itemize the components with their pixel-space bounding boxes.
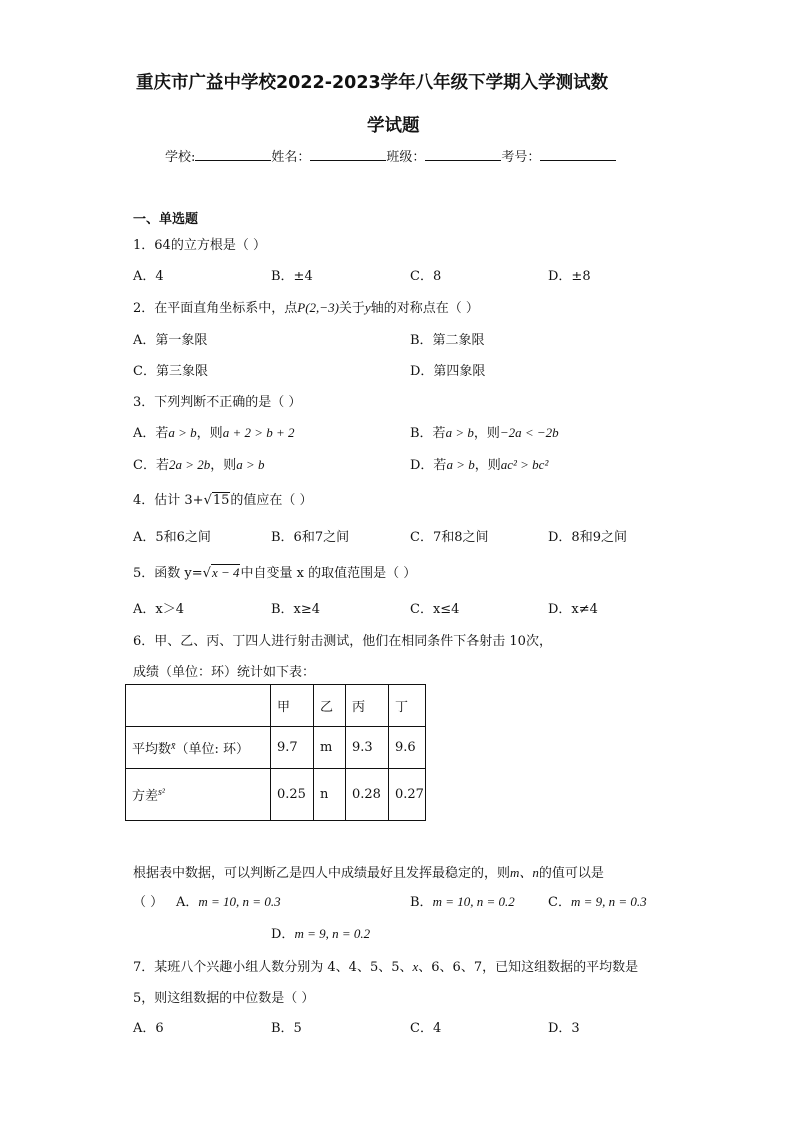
q2-option-c: C．第三象限 [133, 364, 208, 379]
sqrt-symbol: √x − 4 [202, 565, 240, 581]
q2-stem-mid: 关于 [338, 301, 365, 316]
school-label: 学校: [165, 150, 196, 165]
q6-option-c [548, 891, 647, 910]
q3-d-result: ac² > bc² [500, 457, 549, 472]
variance-symbol: s² [158, 787, 165, 798]
q5-stem-suffix: 中自变量 x 的取值范围是（ ） [240, 566, 417, 581]
q2-option-b: B．第二象限 [410, 333, 485, 348]
page-title-line1: 重庆市广益中学校2022-2023学年八年级下学期入学测试数 [136, 73, 609, 93]
q3-a-then: ，则 [196, 426, 223, 441]
q1-option-d: D．±8 [548, 269, 591, 284]
q4-option-a: A．5和6之间 [133, 530, 211, 545]
q5-option-d: D．x≠4 [548, 602, 598, 617]
name-blank [310, 148, 386, 161]
student-info-row [165, 146, 616, 165]
q3-option-b [410, 422, 559, 441]
q6-d-expr: m = 9, n = 0.2 [294, 926, 371, 941]
q4-option-c: C．7和8之间 [410, 530, 489, 545]
q4-stem-prefix: 4．估计 3+ [133, 493, 204, 508]
table-header-row [126, 685, 426, 727]
table-cell: 0.28 [346, 769, 389, 821]
q3-c-result: a > b [236, 457, 265, 472]
table-header-cell [126, 685, 271, 727]
table-row [126, 769, 426, 821]
q4-radicand: 15 [212, 493, 230, 508]
score-table [125, 684, 426, 821]
q5-option-b: B．x≥4 [271, 602, 321, 617]
q6-stem-line1: 6．甲、乙、丙、丁四人进行射击测试，他们在相同条件下各射击 10次， [133, 634, 552, 649]
q7-option-d: D．3 [548, 1021, 580, 1036]
q4-option-b: B．6和7之间 [271, 530, 350, 545]
q7-stem-line1 [133, 956, 638, 975]
q4-stem-suffix: 的值应在（ ） [230, 493, 313, 508]
q2-stem-suffix: 轴的对称点在（ ） [370, 301, 479, 316]
q3-option-d [410, 454, 548, 473]
q2-point: P(2,−3) [297, 300, 339, 315]
q7-option-b: B．5 [271, 1021, 302, 1036]
q3-c-condition: 2a > 2b [168, 457, 211, 472]
q6-c-label: C． [548, 895, 571, 910]
q4-option-d: D．8和9之间 [548, 530, 627, 545]
q3-b-then: ，则 [473, 426, 500, 441]
name-label: 姓名： [271, 150, 311, 165]
q3-option-a [133, 422, 295, 441]
q6-option-a [176, 891, 281, 910]
exam-number-blank [540, 148, 616, 161]
mean-symbol: x̄ [171, 741, 176, 752]
q3-d-then: ，则 [474, 458, 501, 473]
q2-axis: y [364, 300, 371, 315]
q3-option-c [133, 454, 265, 473]
q7-stem-prefix: 7．某班八个兴趣小组人数分别为 4、4、5、5、 [133, 960, 413, 975]
table-header-cell: 丙 [346, 685, 389, 727]
table-cell: 0.27 [389, 769, 426, 821]
q6-after-vars: m、n [510, 865, 539, 880]
q3-c-label: C．若 [133, 458, 169, 473]
class-label: 班级： [386, 150, 426, 165]
exam-number-label: 考号： [501, 150, 541, 165]
q6-stem-line2: 成绩（单位：环）统计如下表： [133, 665, 316, 680]
q3-c-then: ，则 [210, 458, 237, 473]
q6-option-b [410, 891, 515, 910]
q6-b-expr: m = 10, n = 0.2 [432, 894, 515, 909]
table-cell: 9.3 [346, 727, 389, 769]
sqrt-symbol: √15 [203, 493, 230, 508]
q5-option-c: C．x≤4 [410, 602, 460, 617]
q5-stem [133, 562, 416, 581]
q2-stem [133, 297, 479, 316]
q7-option-c: C．4 [410, 1021, 442, 1036]
q6-a-label: A． [176, 895, 199, 910]
table-cell: 9.6 [389, 727, 426, 769]
q3-a-condition: a > b [168, 425, 197, 440]
table-row [126, 727, 426, 769]
row-label-unit: （单位: 环） [175, 742, 249, 757]
table-row-label [126, 727, 271, 769]
q6-after-suffix: 的值可以是 [538, 866, 604, 881]
q1-option-c: C．8 [410, 269, 442, 284]
q2-option-d: D．第四象限 [410, 364, 486, 379]
q1-option-b: B．±4 [271, 269, 313, 284]
page-title-line2: 学试题 [367, 116, 420, 136]
q3-a-label: A．若 [133, 426, 169, 441]
q5-stem-prefix: 5．函数 y= [133, 566, 203, 581]
q4-stem [133, 489, 313, 508]
table-row-label [126, 769, 271, 821]
table-cell: m [314, 727, 346, 769]
school-blank [195, 148, 271, 161]
q6-b-label: B． [410, 895, 433, 910]
row-label-text: 方差 [132, 789, 159, 804]
class-blank [425, 148, 501, 161]
q7-option-a: A．6 [133, 1021, 164, 1036]
q6-a-expr: m = 10, n = 0.3 [198, 894, 281, 909]
q6-d-label: D． [271, 927, 295, 942]
q3-d-label: D．若 [410, 458, 447, 473]
q1-stem: 1．64的立方根是（ ） [133, 238, 266, 253]
q5-radicand: x − 4 [211, 565, 240, 580]
q3-d-condition: a > b [446, 457, 475, 472]
q6-c-expr: m = 9, n = 0.3 [570, 894, 647, 909]
q7-var: x [412, 959, 419, 974]
q7-stem-suffix: 、6、6、7，已知这组数据的平均数是 [418, 960, 639, 975]
table-cell: n [314, 769, 346, 821]
q3-a-result: a + 2 > b + 2 [222, 425, 295, 440]
table-cell: 9.7 [271, 727, 314, 769]
table-header-cell: 甲 [271, 685, 314, 727]
q3-b-label: B．若 [410, 426, 446, 441]
q1-option-a: A．4 [133, 269, 164, 284]
table-header-cell: 乙 [314, 685, 346, 727]
q6-after-prefix: 根据表中数据，可以判断乙是四人中成绩最好且发挥最稳定的，则 [133, 866, 511, 881]
q2-option-a: A．第一象限 [133, 333, 208, 348]
q6-after-text [133, 862, 604, 881]
q3-b-condition: a > b [445, 425, 474, 440]
q6-option-d [271, 923, 370, 942]
q3-stem: 3．下列判断不正确的是（ ） [133, 395, 302, 410]
table-cell: 0.25 [271, 769, 314, 821]
q5-option-a: A．x＞4 [133, 602, 184, 617]
q7-stem-line2: 5，则这组数据的中位数是（ ） [133, 991, 315, 1006]
section-title: 一、单选题 [133, 212, 199, 227]
q2-stem-prefix: 2．在平面直角坐标系中，点 [133, 301, 298, 316]
row-label-text: 平均数 [132, 742, 172, 757]
q3-b-result: −2a < −2b [499, 425, 559, 440]
table-header-cell: 丁 [389, 685, 426, 727]
q6-paren: （ ） [133, 895, 164, 910]
